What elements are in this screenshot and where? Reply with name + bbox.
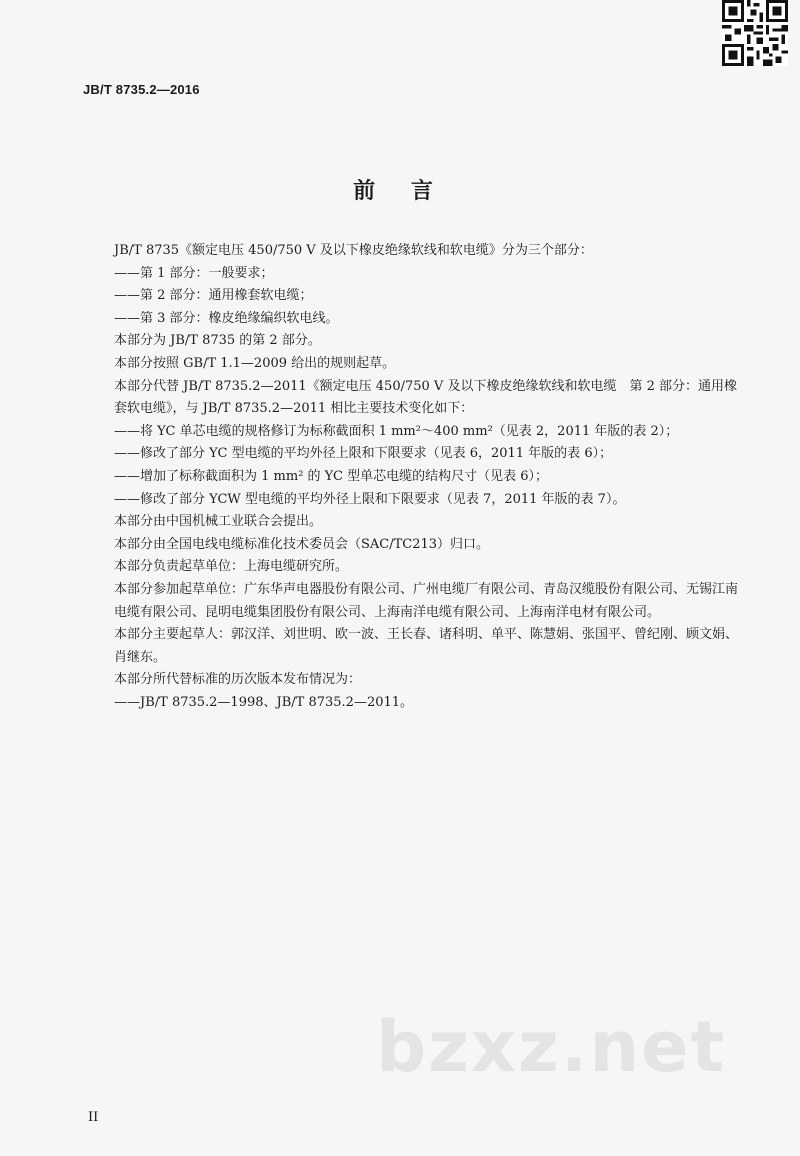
paragraph: 本部分负责起草单位：上海电缆研究所。 — [114, 559, 349, 575]
list-item: ——将 YC 单芯电缆的规格修订为标称截面积 1 mm²～400 mm²（见表 2，2011 年版的表 2）； — [114, 423, 679, 439]
paragraph-intro: JB/T 8735《额定电压 450/750 V 及以下橡皮绝缘软线和软电缆》分为三个部分： — [114, 243, 593, 258]
list-item: ——第 2 部分：通用橡套软电缆； — [114, 288, 313, 304]
list-item: ——修改了部分 YC 型电缆的平均外径上限和下限要求（见表 6，2011 年版的表 6）； — [114, 446, 613, 462]
page-title: 前 言 — [353, 179, 447, 204]
page-number: II — [88, 1110, 99, 1125]
list-item: ——修改了部分 YCW 型电缆的平均外径上限和下限要求（见表 7，2011 年版的表 7）。 — [114, 491, 626, 507]
paragraph: 本部分为 JB/T 8735 的第 2 部分。 — [114, 333, 321, 349]
qr-code-icon — [722, 0, 788, 66]
foreword-body — [88, 240, 738, 714]
paragraph: 本部分所代替标准的历次版本发布情况为： — [114, 672, 362, 688]
paragraph-participants: 本部分参加起草单位：广东华声电器股份有限公司、广州电缆厂有限公司、青岛汉缆股份有限公司、无锡江南电缆有限公司、昆明电缆集团股份有限公司、上海南洋电缆有限公司、上海南洋电材有限公司。 — [114, 581, 739, 620]
watermark: bzxz.net — [376, 1006, 727, 1088]
list-item: ——第 1 部分：一般要求； — [114, 265, 274, 281]
paragraph-replaces: 本部分代替 JB/T 8735.2—2011《额定电压 450/750 V 及以下橡皮绝缘软线和软电缆 第 2 部分：通用橡套软电缆》，与 JB/T 8735.2—2011 相比主要技术变化如下： — [114, 378, 737, 417]
paragraph-drafters: 本部分主要起草人：郭汉洋、刘世明、欧一波、王长春、诸科明、单平、陈慧娟、张国平、曾纪刚、顾文娟、肖继东。 — [114, 627, 739, 665]
paragraph: 本部分由中国机械工业联合会提出。 — [114, 514, 323, 530]
standard-number: JB/T 8735.2—2016 — [83, 82, 200, 97]
list-item: ——JB/T 8735.2—1998、JB/T 8735.2—2011。 — [114, 694, 414, 710]
list-item: ——第 3 部分：橡皮绝缘编织软电线。 — [114, 310, 339, 326]
paragraph: 本部分按照 GB/T 1.1—2009 给出的规则起草。 — [114, 355, 396, 371]
list-item: ——增加了标称截面积为 1 mm² 的 YC 型单芯电缆的结构尺寸（见表 6）； — [114, 468, 549, 484]
paragraph: 本部分由全国电线电缆标准化技术委员会（SAC/TC213）归口。 — [114, 536, 490, 552]
